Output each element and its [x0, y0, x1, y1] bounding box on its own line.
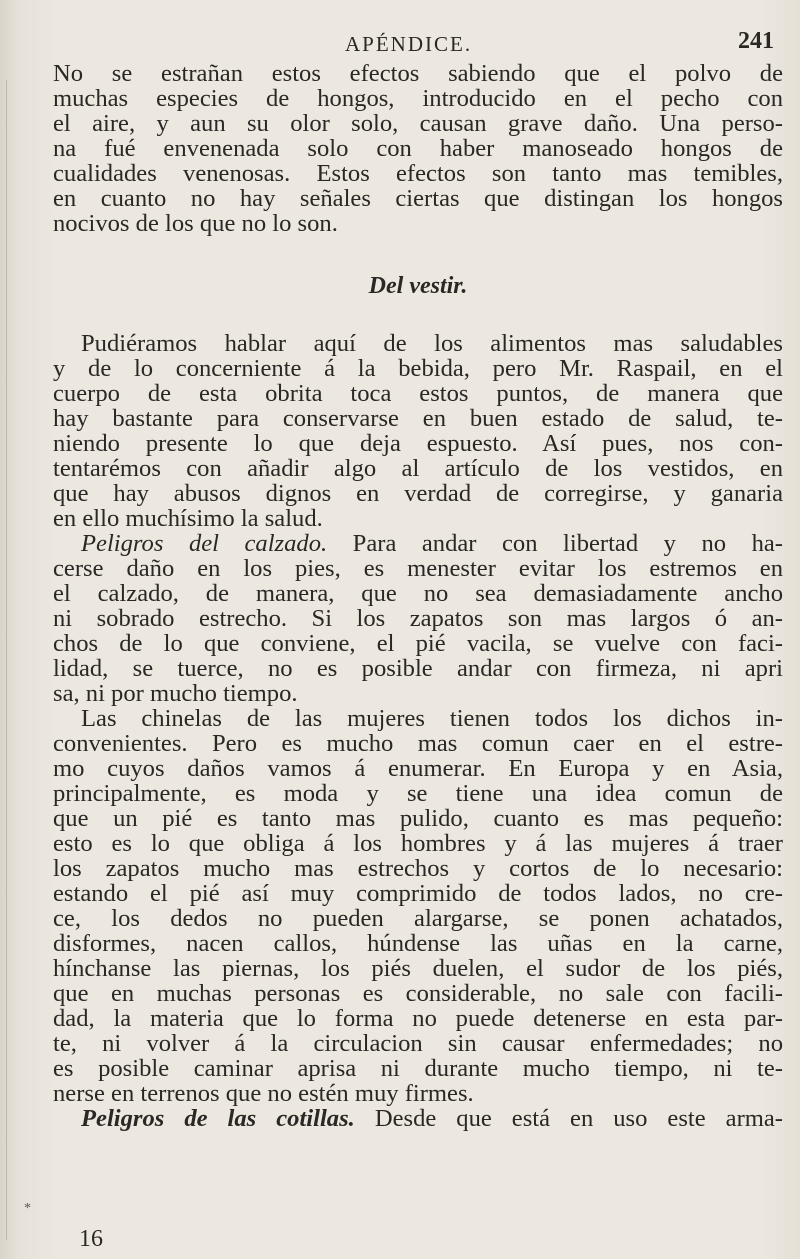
text-line: ni sobrado estrecho. Si los zapatos son mas largos ó an- — [53, 605, 783, 632]
text-line: hínchanse las piernas, los piés duelen, el sudor de los piés, — [53, 955, 783, 982]
text-line: en cuanto no hay señales ciertas que distingan los hongos — [53, 185, 783, 212]
text-line — [53, 531, 783, 556]
paragraph-calzado — [53, 531, 783, 706]
text-line: disformes, nacen callos, húndense las uñas en la carne, — [53, 930, 783, 957]
page-body — [53, 61, 783, 1131]
text-line: cerse daño en los pies, es menester evitar los estremos en — [53, 555, 783, 582]
text-line: cuerpo de esta obrita toca estos puntos, de manera que — [53, 380, 783, 407]
run-in-heading: Peligros del calzado. — [81, 530, 328, 557]
text-line: chos de lo que conviene, el pié vacila, se vuelve con faci- — [53, 630, 783, 657]
text-line: el aire, y aun su olor solo, causan grave daño. Una perso- — [53, 110, 783, 137]
page-number: 241 — [738, 28, 774, 54]
text-line — [53, 1106, 783, 1131]
text-line: los zapatos mucho mas estrechos y cortos de lo necesario: — [53, 855, 783, 882]
text-line: Las chinelas de las mujeres tienen todos los dichos in- — [81, 705, 783, 732]
run-in-heading: Peligros de las cotillas. — [81, 1105, 355, 1132]
text-line: tentarémos con añadir algo al artículo de los vestidos, en — [53, 455, 783, 482]
text-line: No se estrañan estos efectos sabiendo que el polvo de — [53, 60, 783, 87]
text-line: estando el pié así muy comprimido de todos lados, no cre- — [53, 880, 783, 907]
running-head: APÉNDICE. — [345, 32, 473, 56]
text-run: Desde que está en uso este arma- — [374, 1105, 783, 1132]
text-line: que en muchas personas es considerable, no sale con facili- — [53, 980, 783, 1007]
text-line: en ello muchísimo la salud. — [53, 505, 323, 532]
text-line: convenientes. Pero es mucho mas comun caer en el estre- — [53, 730, 783, 757]
text-line: el calzado, de manera, que no sea demasiadamente ancho — [53, 580, 783, 607]
text-line: lidad, se tuerce, no es posible andar con firmeza, ni apri — [53, 655, 783, 682]
text-line: Pudiéramos hablar aquí de los alimentos mas saludables — [81, 330, 783, 357]
text-line: que hay abusos dignos en verdad de corregirse, y ganaria — [53, 480, 783, 507]
text-line: sa, ni por mucho tiempo. — [53, 680, 298, 707]
text-line: principalmente, es moda y se tiene una idea comun de — [53, 780, 783, 807]
text-line: es posible caminar aprisa ni durante mucho tiempo, ni te- — [53, 1055, 783, 1082]
text-line: niendo presente lo que deja espuesto. Así pues, nos con- — [53, 430, 783, 457]
text-line: mo cuyos daños vamos á enumerar. En Europa y en Asia, — [53, 755, 783, 782]
text-line: y de lo concerniente á la bebida, pero Mr. Raspail, en el — [53, 355, 783, 382]
paragraph-cotillas — [53, 1106, 783, 1131]
text-line: te, ni volver á la circulacion sin causar enfermedades; no — [53, 1030, 783, 1057]
text-line: muchas especies de hongos, introducido en el pecho con — [53, 85, 783, 112]
paragraph-chinelas — [53, 706, 783, 1106]
paragraph-hongos — [53, 61, 783, 236]
signature-mark: 16 — [79, 1226, 103, 1252]
text-line: dad, la materia que lo forma no puede detenerse en esta par- — [53, 1005, 783, 1032]
text-line: hay bastante para conservarse en buen estado de salud, te- — [53, 405, 783, 432]
text-line: cualidades venenosas. Estos efectos son tanto mas temibles, — [53, 160, 783, 187]
section-heading: Del vestir. — [368, 273, 468, 299]
text-line: nocivos de los que no lo son. — [53, 210, 338, 237]
margin-mark: * — [24, 1201, 31, 1216]
text-line: que un pié es tanto mas pulido, cuanto es mas pequeño: — [53, 805, 783, 832]
paragraph-alimentos — [53, 331, 783, 531]
text-run: Para andar con libertad y no ha- — [352, 530, 783, 557]
text-line: ce, los dedos no pueden alargarse, se ponen achatados, — [53, 905, 783, 932]
page-header — [0, 22, 800, 62]
text-line: nerse en terrenos que no estén muy firmes. — [53, 1080, 474, 1107]
gutter-shadow — [6, 80, 7, 1240]
text-line: esto es lo que obliga á los hombres y á las mujeres á traer — [53, 830, 783, 857]
text-line: na fué envenenada solo con haber manoseado hongos de — [53, 135, 783, 162]
